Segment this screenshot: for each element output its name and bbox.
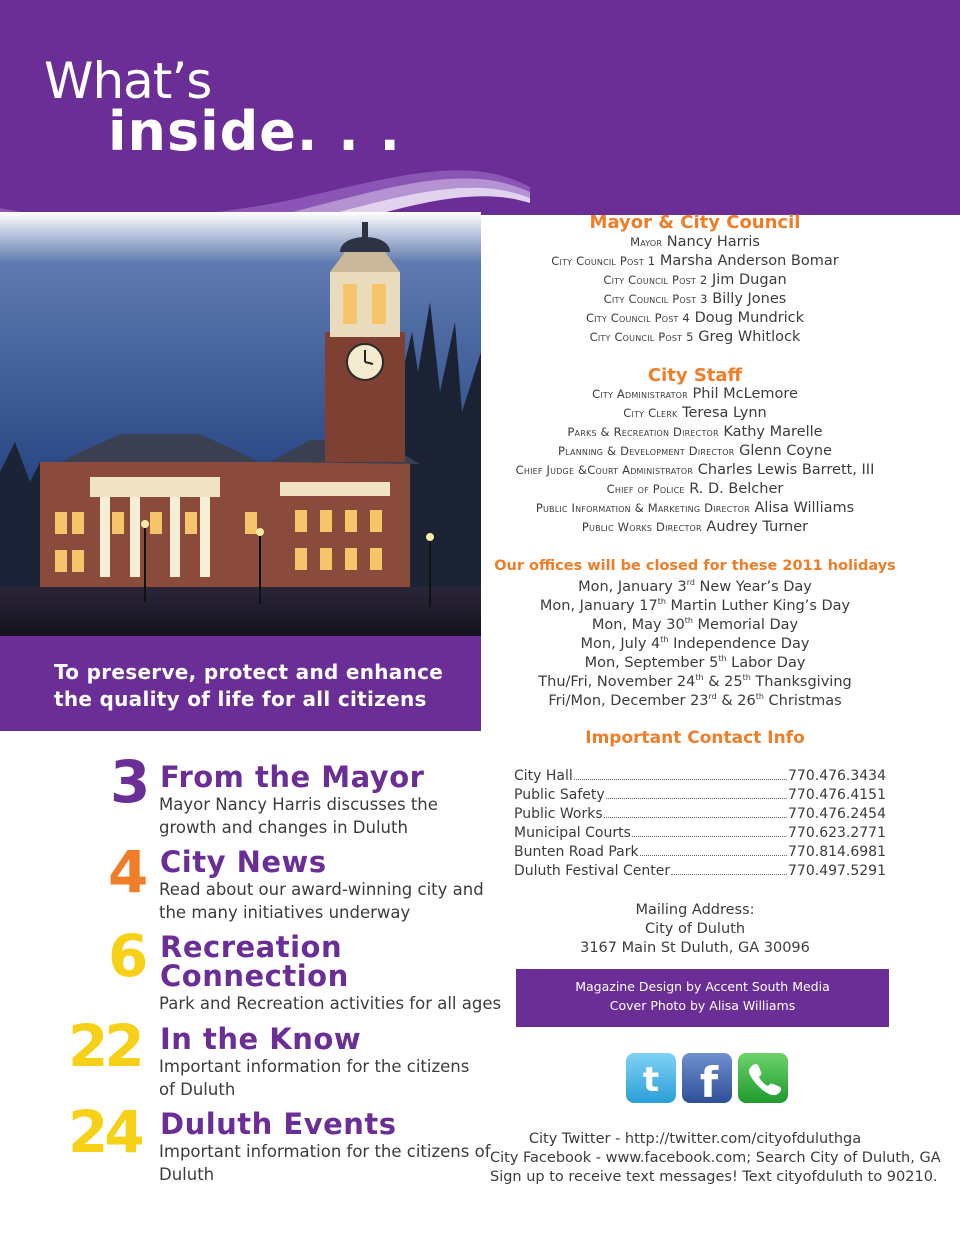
contact-name: Public Safety <box>514 787 605 803</box>
holiday-row <box>490 635 900 652</box>
council-row <box>490 329 900 345</box>
mailing-line-2: 3167 Main St Duluth, GA 30096 <box>580 940 810 956</box>
staff-name: Audrey Turner <box>706 519 809 535</box>
holiday-date: Thu/Fri, November 24 <box>538 673 696 690</box>
council-name: Jim Dugan <box>711 272 787 288</box>
toc-desc-line: Important information for the citizens of <box>159 1142 491 1161</box>
toc-title[interactable]: Recreation <box>160 930 343 964</box>
city-hall-photo <box>0 212 481 636</box>
holiday-suffix: th <box>742 673 751 682</box>
staff-name: Charles Lewis Barrett, III <box>697 462 875 478</box>
toc-description <box>159 1140 491 1186</box>
holiday-suffix: th <box>684 616 693 625</box>
toc-title[interactable]: City News <box>160 845 327 879</box>
contact-name: Public Works <box>514 806 603 822</box>
staff-heading: City Staff <box>647 365 743 386</box>
leader-dots <box>606 787 787 799</box>
contact-phone[interactable]: 770.814.6981 <box>788 844 886 860</box>
toc-desc-line: growth and changes in Duluth <box>159 818 408 837</box>
holiday-row <box>490 616 900 633</box>
council-row <box>490 272 900 288</box>
council-role: City Council Post 3 <box>603 292 708 306</box>
holiday-name: Martin Luther King’s Day <box>665 597 851 614</box>
holiday-row <box>490 597 900 614</box>
staff-row <box>490 481 900 497</box>
holiday-date: Mon, July 4 <box>580 635 661 652</box>
holiday-suffix: th <box>657 597 666 606</box>
toc-title-line-2[interactable]: Connection <box>160 959 349 993</box>
holiday-name: New Year’s Day <box>694 578 812 595</box>
motto-banner <box>0 636 481 731</box>
mailing-label: Mailing Address: <box>635 902 755 918</box>
holiday-date-2: & 25 <box>703 673 743 690</box>
contact-row <box>514 768 886 784</box>
holidays-heading: Our offices will be closed for these 2011 holidays <box>494 558 896 574</box>
contact-row <box>514 787 886 803</box>
staff-row <box>490 405 900 421</box>
contact-row <box>514 863 886 879</box>
holiday-suffix: rd <box>686 578 695 587</box>
toc-page-number: 6 <box>108 922 145 990</box>
toc-description <box>159 1055 469 1101</box>
phone-icon[interactable] <box>738 1053 788 1103</box>
contact-heading: Important Contact Info <box>585 728 805 748</box>
holiday-date: Mon, January 3 <box>578 578 687 595</box>
toc-description <box>159 992 501 1015</box>
council-name: Doug Mundrick <box>694 310 805 326</box>
staff-row <box>490 462 900 478</box>
motto-line-1: To preserve, protect and enhance <box>54 660 444 684</box>
contact-name: Bunten Road Park <box>514 844 639 860</box>
contact-row <box>514 806 886 822</box>
toc-desc-line: Important information for the citizens <box>159 1057 470 1076</box>
council-role: City Council Post 1 <box>551 254 656 268</box>
leader-dots <box>574 768 787 780</box>
staff-row <box>490 424 900 440</box>
staff-name: Glenn Coyne <box>739 443 832 459</box>
toc-page-number: 24 <box>68 1098 141 1166</box>
svg-text:t: t <box>642 1060 660 1100</box>
council-row <box>490 291 900 307</box>
council-role: City Council Post 5 <box>589 330 694 344</box>
holiday-name: Labor Day <box>726 654 806 671</box>
credits-line-1: Magazine Design by Accent South Media <box>575 979 830 994</box>
motto-line-2: the quality of life for all citizens <box>54 687 427 711</box>
holiday-name: Thanksgiving <box>750 673 852 690</box>
holiday-row <box>490 578 900 595</box>
leader-dots <box>671 863 787 875</box>
toc-title[interactable]: From the Mayor <box>160 760 425 794</box>
toc-title[interactable]: In the Know <box>160 1022 362 1056</box>
holiday-row <box>490 692 900 709</box>
title-whats: What’s <box>44 52 212 110</box>
holiday-suffix: th <box>755 692 764 701</box>
mailing-line-1: City of Duluth <box>644 921 746 937</box>
social-facebook-text[interactable]: City Facebook - www.facebook.com; Search City of Duluth, GA <box>490 1150 941 1166</box>
toc-desc-line: the many initiatives underway <box>159 903 411 922</box>
holiday-suffix: th <box>660 635 669 644</box>
toc-desc-line: Read about our award-winning city and <box>159 880 484 899</box>
council-row <box>490 310 900 326</box>
title-inside: inside. . . <box>108 100 402 163</box>
staff-role: City Clerk <box>623 406 678 420</box>
contact-name: City Hall <box>514 768 573 784</box>
holiday-suffix: th <box>695 673 704 682</box>
toc-desc-line: Mayor Nancy Harris discusses the <box>159 795 438 814</box>
staff-name: Phil McLemore <box>692 386 798 402</box>
staff-role: Public Information & Marketing Director <box>535 501 750 515</box>
holiday-name: Christmas <box>763 692 842 709</box>
staff-row <box>490 386 900 402</box>
contact-phone[interactable]: 770.476.3434 <box>788 768 886 784</box>
facebook-icon[interactable] <box>682 1053 732 1103</box>
council-name: Nancy Harris <box>666 234 760 250</box>
staff-name: Kathy Marelle <box>723 424 823 440</box>
toc-desc-line: of Duluth <box>159 1080 236 1099</box>
council-heading: Mayor & City Council <box>589 212 801 233</box>
staff-role: Chief of Police <box>606 482 685 496</box>
council-row <box>490 234 900 250</box>
holiday-name: Independence Day <box>668 635 810 652</box>
holiday-suffix: rd <box>708 692 717 701</box>
holiday-date: Mon, September 5 <box>584 654 719 671</box>
toc-description <box>159 793 438 839</box>
staff-role: City Administrator <box>592 387 688 401</box>
staff-role: Public Works Director <box>581 520 702 534</box>
staff-name: Alisa Williams <box>754 500 855 516</box>
toc-page-number: 3 <box>110 748 147 816</box>
holiday-date: Mon, May 30 <box>591 616 685 633</box>
council-role: City Council Post 2 <box>603 273 708 287</box>
staff-name: R. D. Belcher <box>689 481 784 497</box>
leader-dots <box>604 806 787 818</box>
council-name: Greg Whitlock <box>698 329 801 345</box>
holiday-row <box>490 673 900 690</box>
twitter-icon[interactable] <box>626 1053 676 1103</box>
staff-row <box>490 443 900 459</box>
social-twitter-text[interactable]: City Twitter - http://twitter.com/cityofduluthga <box>528 1131 862 1147</box>
council-role: City Council Post 4 <box>585 311 690 325</box>
toc-page-number: 4 <box>108 838 145 906</box>
toc-desc-line: Park and Recreation activities for all ages <box>159 994 502 1013</box>
staff-role: Chief Judge &Court Administrator <box>515 463 694 477</box>
contact-phone[interactable]: 770.476.4151 <box>788 787 886 803</box>
contact-phone[interactable]: 770.476.2454 <box>788 806 886 822</box>
holiday-row <box>490 654 900 671</box>
svg-text:f: f <box>699 1058 719 1103</box>
staff-row <box>490 519 900 535</box>
social-text-signup: Sign up to receive text messages! Text cityofduluth to 90210. <box>490 1169 938 1185</box>
credits-box <box>516 969 889 1027</box>
staff-row <box>490 500 900 516</box>
holiday-suffix: th <box>718 654 727 663</box>
contact-name: Duluth Festival Center <box>514 863 671 879</box>
council-name: Billy Jones <box>712 291 787 307</box>
contact-name: Municipal Courts <box>514 825 631 841</box>
contact-phone[interactable]: 770.623.2771 <box>788 825 886 841</box>
contact-phone[interactable]: 770.497.5291 <box>788 863 886 879</box>
toc-description <box>159 878 484 924</box>
council-role: Mayor <box>630 235 663 249</box>
toc-desc-line: Duluth <box>159 1165 215 1184</box>
leader-dots <box>640 844 787 856</box>
holiday-date: Mon, January 17 <box>539 597 658 614</box>
holiday-date: Fri/Mon, December 23 <box>548 692 709 709</box>
leader-dots <box>632 825 787 837</box>
council-name: Marsha Anderson Bomar <box>659 253 839 269</box>
staff-name: Teresa Lynn <box>682 405 767 421</box>
contact-row <box>514 825 886 841</box>
contact-row <box>514 844 886 860</box>
staff-role: Planning & Development Director <box>558 444 735 458</box>
staff-role: Parks & Recreation Director <box>567 425 719 439</box>
council-row <box>490 253 900 269</box>
toc-page-number: 22 <box>68 1012 141 1080</box>
holiday-date-2: & 26 <box>716 692 756 709</box>
toc-title[interactable]: Duluth Events <box>160 1107 397 1141</box>
credits-line-2: Cover Photo by Alisa Williams <box>609 998 796 1013</box>
holiday-name: Memorial Day <box>692 616 799 633</box>
